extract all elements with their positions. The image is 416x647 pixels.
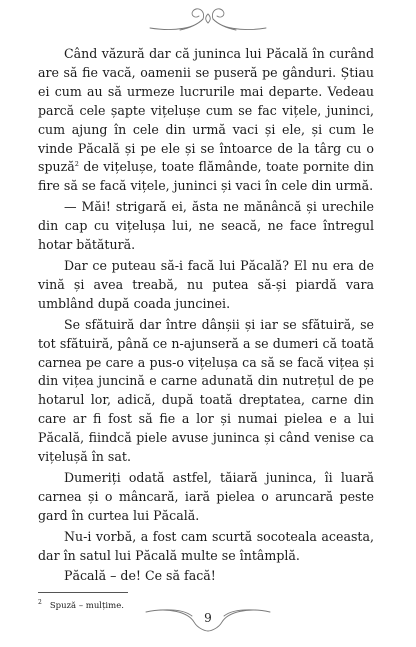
top-ornament [0, 2, 416, 36]
footnote-divider [38, 592, 128, 593]
page-number: 9 [204, 611, 212, 625]
paragraph-5: Dumeriți odată astfel, tăiară juninca, îi luară carnea și o mâncară, iară pielea o aruncară peste gard în curtea lui Păcală. [38, 469, 374, 523]
paragraph-1-text-b: de vițelușe, toate flămânde, toate pornite din fire să se facă vițele, juninci și vaci în cele din urmă. [38, 159, 374, 194]
page-body [38, 45, 374, 586]
footnote-reference-2[interactable]: 2 [74, 160, 79, 169]
paragraph-3: Dar ce puteau să-i facă lui Păcală? El nu era de vină și avea treabă, nu putea să-și piardă vara umblând după coada juncinei. [38, 257, 374, 311]
footnote-text: Spuză – mulțime. [49, 600, 124, 611]
footnote-number: 2 [38, 599, 42, 606]
paragraph-1 [38, 45, 374, 196]
paragraph-6: Nu-i vorbă, a fost cam scurtă socoteala aceasta, dar în satul lui Păcală multe se întâmplă. [38, 528, 374, 563]
paragraph-1-text-a: Când văzură dar că juninca lui Păcală în curând are să fie vacă, oamenii se puseră pe gânduri. Știau ei cum au să urmeze lucrurile mai departe. Vedeau parcă cele șapte vițelușe cum se fac vițele, juninci, cum ajung în cele din urmă vaci și ele, și cum le vinde Păcală și pe ele și se întoarce de la târg cu o spuză [38, 46, 374, 175]
paragraph-7: Păcală – de! Ce să facă! [64, 568, 216, 584]
paragraph-4: Se sfătuiră dar între dânșii și iar se sfătuiră, se tot sfătuiră, până ce n-ajunseră a se dumeri că toată carnea pe care a pus-o vițelușa ca să se facă vițea și din vițea juncină e carne adunată din nutrețul de pe hotarul lor, adică, după toată dreptatea, carne din care ar fi fost să fie a lor și numai pielea e a lui Păcală, fiindcă piele avuse juninca și când venise ca vițelușă în sat. [38, 316, 374, 465]
paragraph-2: — Măi! strigară ei, ăsta ne mănâncă și urechile din cap cu vițelușa lui, ne seacă, ne face întregul hotar bătătură. [38, 199, 374, 253]
